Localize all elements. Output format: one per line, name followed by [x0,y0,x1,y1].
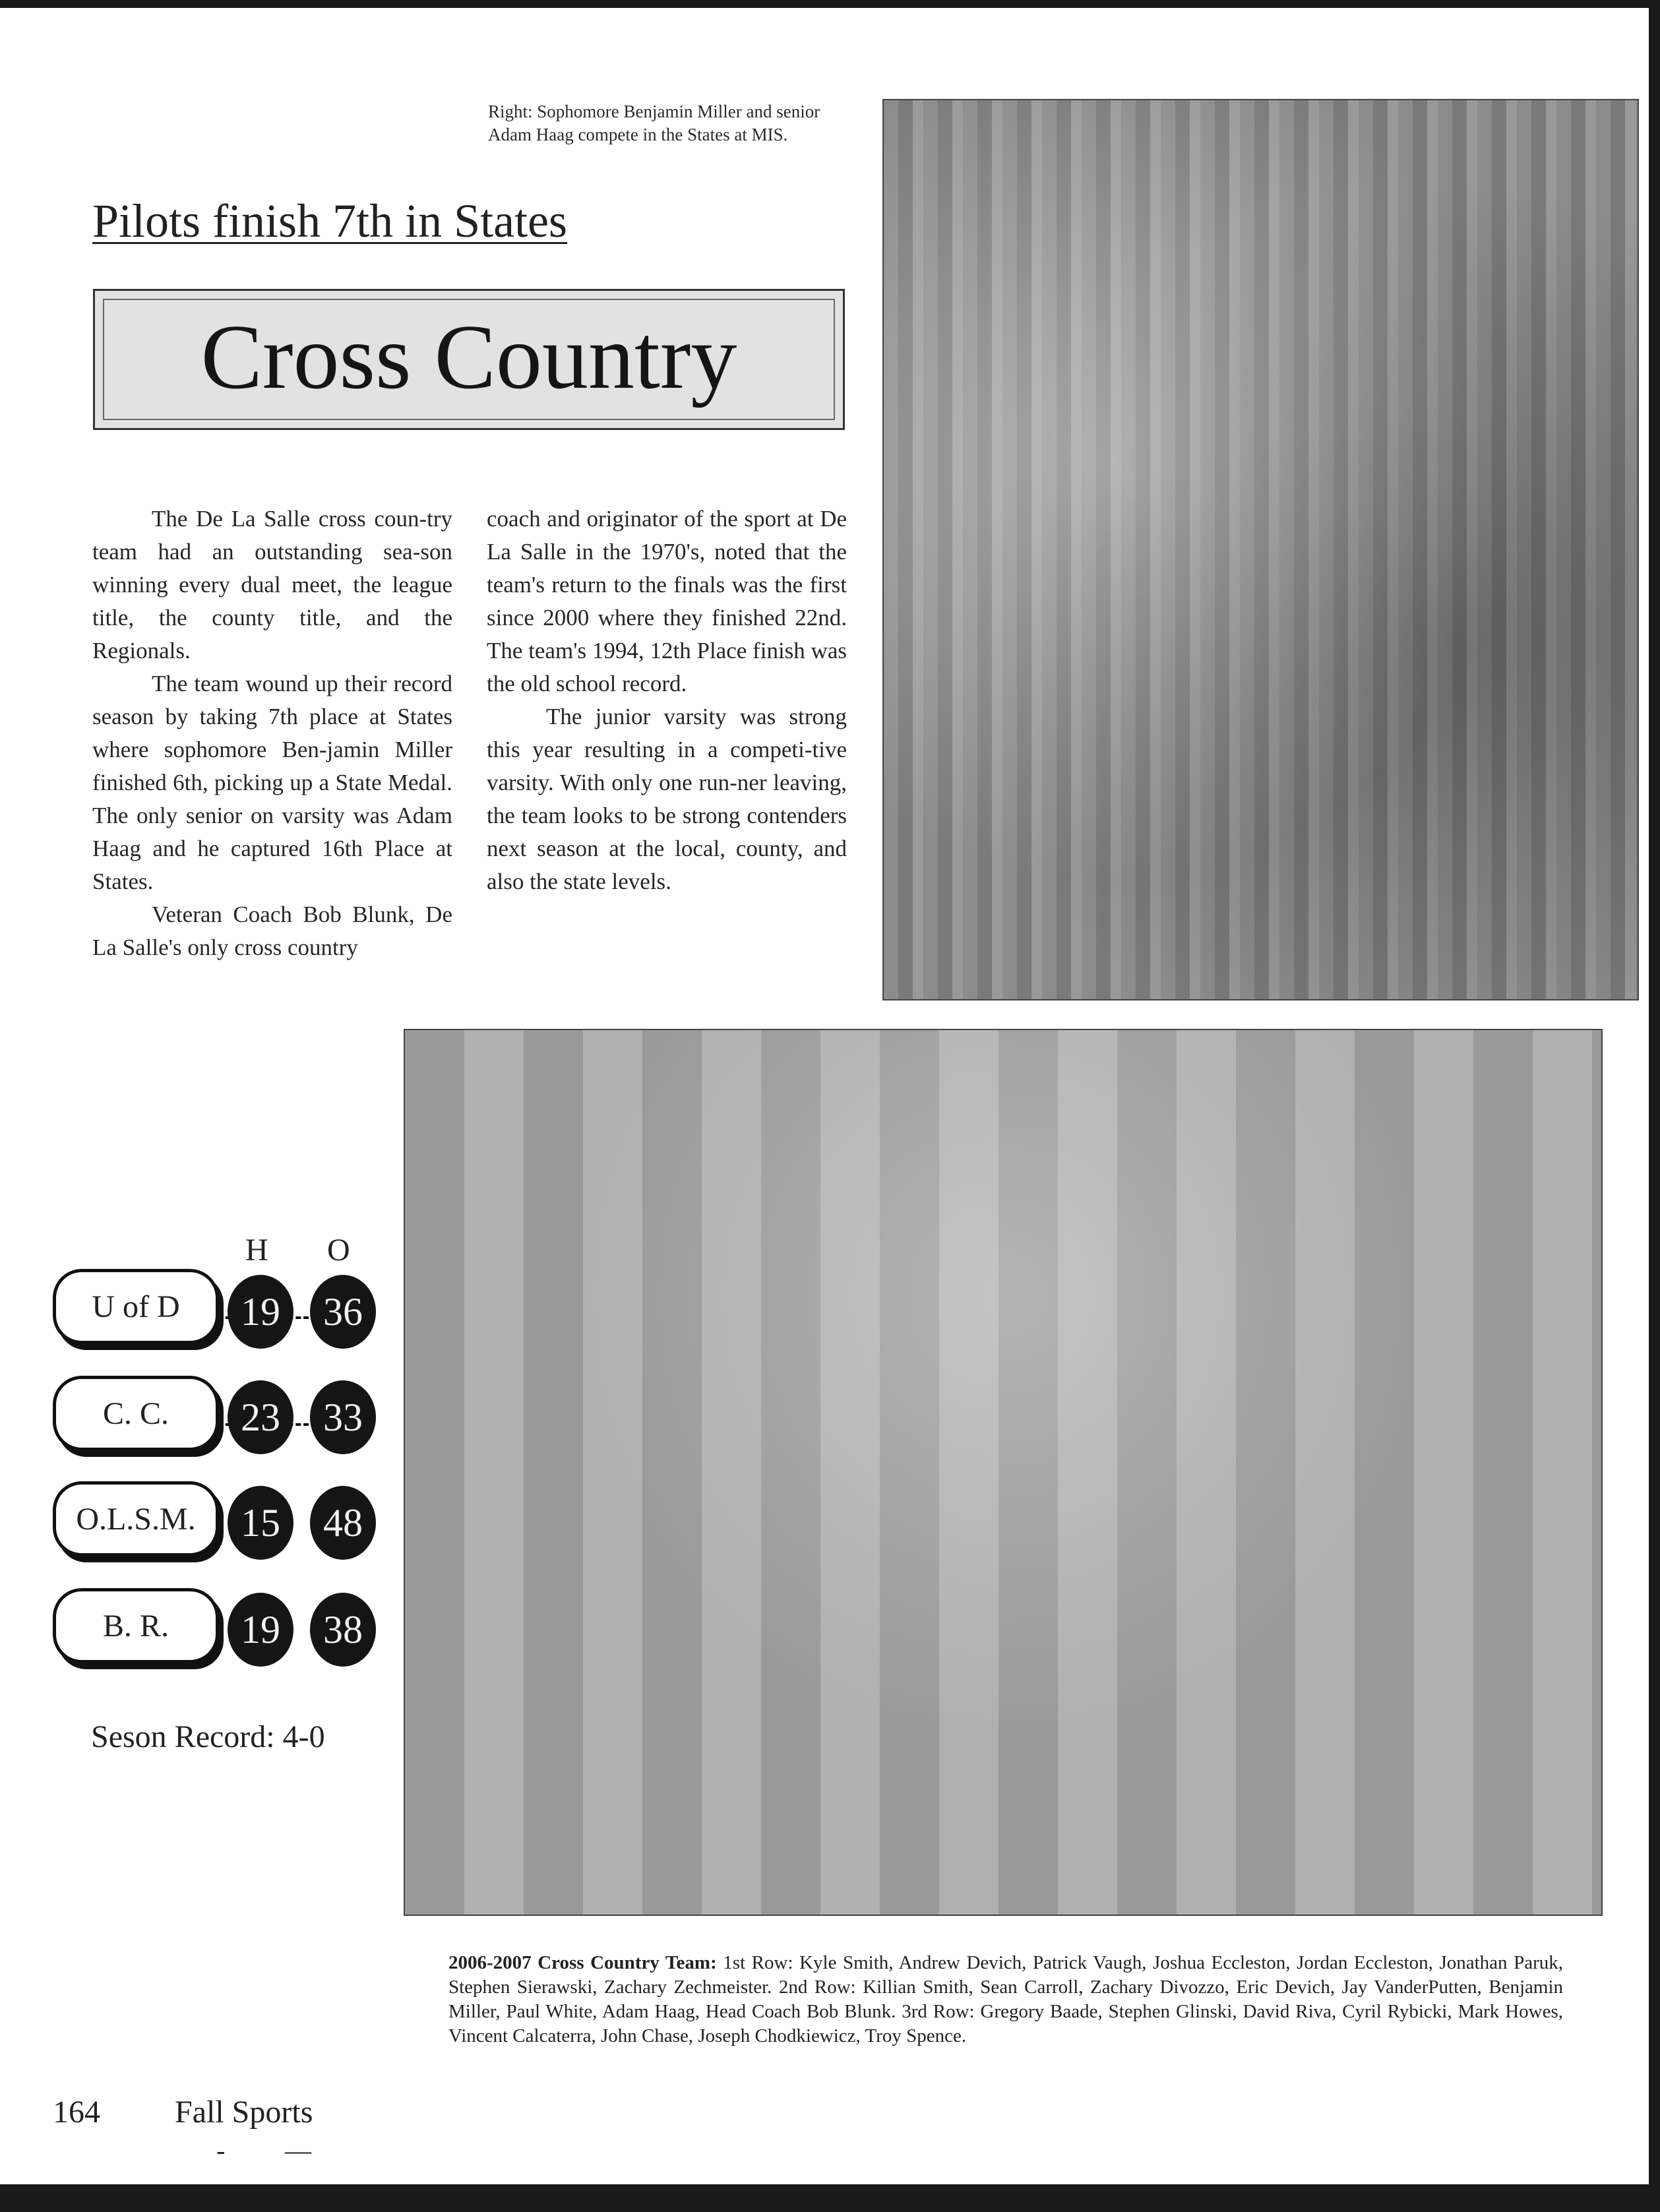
opponent-score: 33 [310,1380,376,1454]
article-paragraph: The team wound up their record season by taking 7th place at States where sophomore Ben-jamin Miller finished 6th, picking up a State Medal. The only senior on varsity was Adam Haag and he captured 16th Place at States. [92,671,452,894]
home-score: 15 [228,1486,293,1560]
opponent-label: U of D [53,1269,219,1344]
team-photo-caption [448,1951,1563,2048]
footer-mark: - [216,2135,226,2165]
article-paragraph: The junior varsity was strong this year resulting in a competi-tive varsity. With only one run-ner leaving, the team looks to be strong contenders next season at the local, county, and also the state levels. [487,704,847,894]
team-caption-label: 2006-2007 Cross Country Team: [448,1952,717,1973]
team-photo [404,1029,1603,1916]
opponent-label: O.L.S.M. [53,1481,219,1556]
article-paragraph: coach and originator of the sport at De La Salle in the 1970's, noted that the team's return to the finals was the first since 2000 where they finished 22nd. The team's 1994, 12th Place finish was the old school record. [487,506,847,696]
opponent-label: B. R. [53,1588,219,1663]
home-score: 19 [228,1275,293,1349]
article-paragraph: The De La Salle cross coun-try team had an outstanding sea-son winning every dual meet, the league title, the county title, and the Regionals. [92,506,452,663]
home-header: H [245,1233,268,1268]
opponent-score: 38 [310,1593,376,1667]
opponent-label: C. C. [53,1376,219,1451]
season-record: Seson Record: 4-0 [91,1719,325,1754]
opponent-header: O [327,1233,350,1268]
article-column-2 [487,503,847,898]
opponent-score: 36 [310,1275,376,1349]
opponent-score: 48 [310,1486,376,1560]
section-title: Cross Country [200,306,737,408]
headline: Pilots finish 7th in States [92,195,568,247]
page-number: 164 [53,2095,100,2130]
footer-mark: — [285,2135,311,2165]
section-name: Fall Sports [175,2095,313,2130]
team-caption-names: 1st Row: Kyle Smith, Andrew Devich, Patrick Vaugh, Joshua Eccleston, Jordan Eccleston, Jonathan Paruk, Stephen Sierawski, Zachary Zechmeister. 2nd Row: Killian Smith, Sean Carroll, Zachary Divozzo, Eric Devich, Jay VanderPutten, Benjamin Miller, Paul White, Adam Haag, Head Coach Bob Blunk. 3rd Row: Gregory Baade, Stephen Glinski, David Riva, Cyril Rybicki, Mark Howes, Vincent Calcaterra, John Chase, Joseph Chodkiewicz, Troy Spence. [448,1952,1563,2046]
home-score: 23 [228,1380,293,1454]
top-photo-caption: Right: Sophomore Benjamin Miller and senior Adam Haag compete in the States at MIS. [488,102,820,144]
article-paragraph: Veteran Coach Bob Blunk, De La Salle's only cross country [92,902,452,960]
home-score: 19 [228,1593,293,1667]
section-title-frame [103,299,835,420]
race-photo [882,99,1639,1000]
article-column-1 [92,503,452,964]
yearbook-page [0,8,1649,2184]
section-title-box [93,289,845,430]
